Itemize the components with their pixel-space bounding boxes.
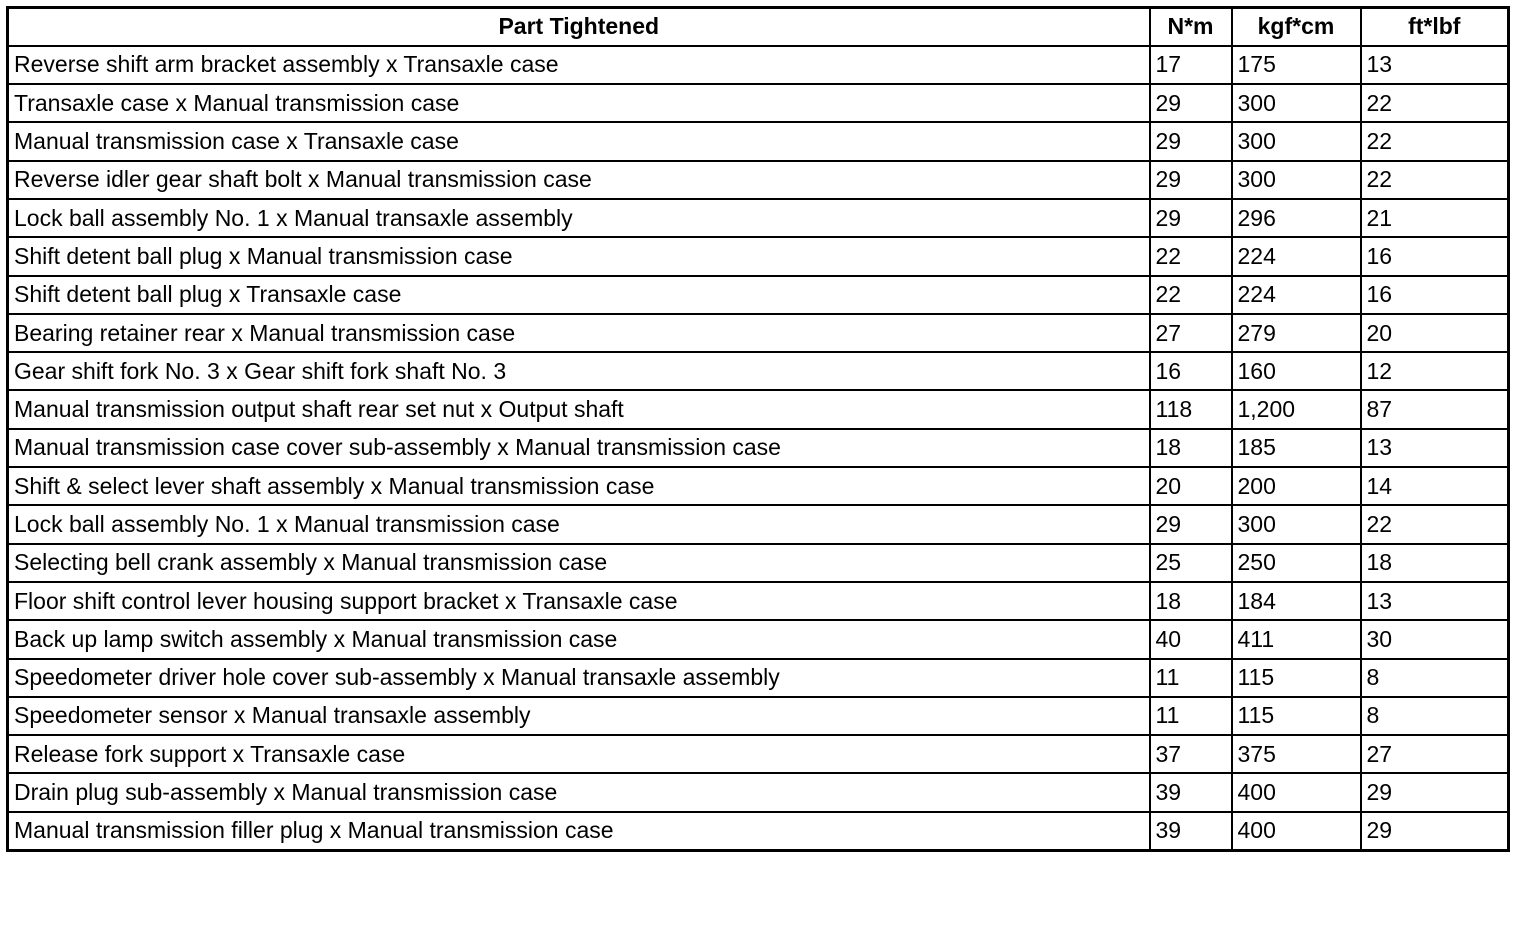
cell-kgf-cm: 300 — [1232, 84, 1361, 122]
cell-part: Speedometer sensor x Manual transaxle assembly — [8, 697, 1150, 735]
cell-ft-lbf: 21 — [1361, 199, 1509, 237]
cell-part: Drain plug sub-assembly x Manual transmission case — [8, 773, 1150, 811]
cell-part: Shift detent ball plug x Manual transmission case — [8, 237, 1150, 275]
cell-ft-lbf: 14 — [1361, 467, 1509, 505]
table-row — [8, 505, 1509, 543]
table-row — [8, 697, 1509, 735]
cell-nm: 20 — [1150, 467, 1232, 505]
cell-nm: 22 — [1150, 237, 1232, 275]
cell-ft-lbf: 12 — [1361, 352, 1509, 390]
cell-kgf-cm: 224 — [1232, 276, 1361, 314]
table-row — [8, 237, 1509, 275]
cell-part: Selecting bell crank assembly x Manual transmission case — [8, 544, 1150, 582]
table-header-row — [8, 8, 1509, 46]
table-row — [8, 122, 1509, 160]
cell-ft-lbf: 16 — [1361, 237, 1509, 275]
table-row — [8, 276, 1509, 314]
cell-ft-lbf: 16 — [1361, 276, 1509, 314]
cell-part: Release fork support x Transaxle case — [8, 735, 1150, 773]
cell-kgf-cm: 375 — [1232, 735, 1361, 773]
cell-kgf-cm: 411 — [1232, 620, 1361, 658]
cell-part: Shift & select lever shaft assembly x Manual transmission case — [8, 467, 1150, 505]
cell-kgf-cm: 250 — [1232, 544, 1361, 582]
cell-kgf-cm: 300 — [1232, 161, 1361, 199]
cell-ft-lbf: 30 — [1361, 620, 1509, 658]
cell-part: Manual transmission case cover sub-assembly x Manual transmission case — [8, 429, 1150, 467]
table-row — [8, 735, 1509, 773]
table-row — [8, 390, 1509, 428]
header-part-tightened: Part Tightened — [8, 8, 1150, 46]
table-row — [8, 582, 1509, 620]
cell-nm: 17 — [1150, 46, 1232, 84]
cell-ft-lbf: 13 — [1361, 582, 1509, 620]
cell-nm: 27 — [1150, 314, 1232, 352]
cell-kgf-cm: 115 — [1232, 697, 1361, 735]
cell-nm: 25 — [1150, 544, 1232, 582]
cell-part: Reverse idler gear shaft bolt x Manual transmission case — [8, 161, 1150, 199]
cell-kgf-cm: 184 — [1232, 582, 1361, 620]
cell-nm: 16 — [1150, 352, 1232, 390]
cell-nm: 39 — [1150, 773, 1232, 811]
cell-kgf-cm: 200 — [1232, 467, 1361, 505]
table-row — [8, 46, 1509, 84]
cell-part: Lock ball assembly No. 1 x Manual transmission case — [8, 505, 1150, 543]
cell-nm: 29 — [1150, 505, 1232, 543]
cell-kgf-cm: 175 — [1232, 46, 1361, 84]
cell-part: Shift detent ball plug x Transaxle case — [8, 276, 1150, 314]
cell-kgf-cm: 296 — [1232, 199, 1361, 237]
cell-part: Floor shift control lever housing support bracket x Transaxle case — [8, 582, 1150, 620]
cell-nm: 29 — [1150, 199, 1232, 237]
cell-ft-lbf: 27 — [1361, 735, 1509, 773]
cell-kgf-cm: 185 — [1232, 429, 1361, 467]
cell-kgf-cm: 400 — [1232, 812, 1361, 850]
cell-nm: 11 — [1150, 697, 1232, 735]
cell-part: Transaxle case x Manual transmission case — [8, 84, 1150, 122]
cell-ft-lbf: 22 — [1361, 84, 1509, 122]
cell-ft-lbf: 8 — [1361, 697, 1509, 735]
table-row — [8, 812, 1509, 850]
cell-ft-lbf: 8 — [1361, 659, 1509, 697]
cell-ft-lbf: 29 — [1361, 812, 1509, 850]
cell-nm: 22 — [1150, 276, 1232, 314]
cell-nm: 39 — [1150, 812, 1232, 850]
cell-nm: 40 — [1150, 620, 1232, 658]
torque-spec-table — [6, 6, 1510, 852]
cell-ft-lbf: 22 — [1361, 161, 1509, 199]
table-row — [8, 352, 1509, 390]
cell-ft-lbf: 20 — [1361, 314, 1509, 352]
table-row — [8, 199, 1509, 237]
cell-part: Manual transmission filler plug x Manual transmission case — [8, 812, 1150, 850]
cell-ft-lbf: 22 — [1361, 122, 1509, 160]
header-kgf-cm: kgf*cm — [1232, 8, 1361, 46]
cell-ft-lbf: 18 — [1361, 544, 1509, 582]
cell-part: Back up lamp switch assembly x Manual transmission case — [8, 620, 1150, 658]
table-row — [8, 467, 1509, 505]
cell-kgf-cm: 300 — [1232, 122, 1361, 160]
cell-kgf-cm: 279 — [1232, 314, 1361, 352]
table-row — [8, 161, 1509, 199]
cell-nm: 18 — [1150, 582, 1232, 620]
header-nm: N*m — [1150, 8, 1232, 46]
cell-part: Lock ball assembly No. 1 x Manual transaxle assembly — [8, 199, 1150, 237]
cell-nm: 29 — [1150, 161, 1232, 199]
cell-part: Reverse shift arm bracket assembly x Transaxle case — [8, 46, 1150, 84]
cell-kgf-cm: 1,200 — [1232, 390, 1361, 428]
cell-part: Gear shift fork No. 3 x Gear shift fork shaft No. 3 — [8, 352, 1150, 390]
table-row — [8, 544, 1509, 582]
cell-ft-lbf: 29 — [1361, 773, 1509, 811]
cell-kgf-cm: 115 — [1232, 659, 1361, 697]
table-row — [8, 659, 1509, 697]
cell-kgf-cm: 400 — [1232, 773, 1361, 811]
cell-part: Manual transmission case x Transaxle case — [8, 122, 1150, 160]
cell-ft-lbf: 87 — [1361, 390, 1509, 428]
cell-kgf-cm: 300 — [1232, 505, 1361, 543]
cell-part: Bearing retainer rear x Manual transmission case — [8, 314, 1150, 352]
table-row — [8, 429, 1509, 467]
cell-nm: 29 — [1150, 84, 1232, 122]
cell-ft-lbf: 13 — [1361, 429, 1509, 467]
cell-nm: 18 — [1150, 429, 1232, 467]
cell-ft-lbf: 13 — [1361, 46, 1509, 84]
cell-nm: 37 — [1150, 735, 1232, 773]
cell-kgf-cm: 224 — [1232, 237, 1361, 275]
cell-nm: 29 — [1150, 122, 1232, 160]
table-row — [8, 773, 1509, 811]
table-row — [8, 84, 1509, 122]
cell-ft-lbf: 22 — [1361, 505, 1509, 543]
header-ft-lbf: ft*lbf — [1361, 8, 1509, 46]
cell-part: Manual transmission output shaft rear set nut x Output shaft — [8, 390, 1150, 428]
cell-nm: 11 — [1150, 659, 1232, 697]
table-row — [8, 620, 1509, 658]
cell-kgf-cm: 160 — [1232, 352, 1361, 390]
table-row — [8, 314, 1509, 352]
cell-nm: 118 — [1150, 390, 1232, 428]
cell-part: Speedometer driver hole cover sub-assembly x Manual transaxle assembly — [8, 659, 1150, 697]
